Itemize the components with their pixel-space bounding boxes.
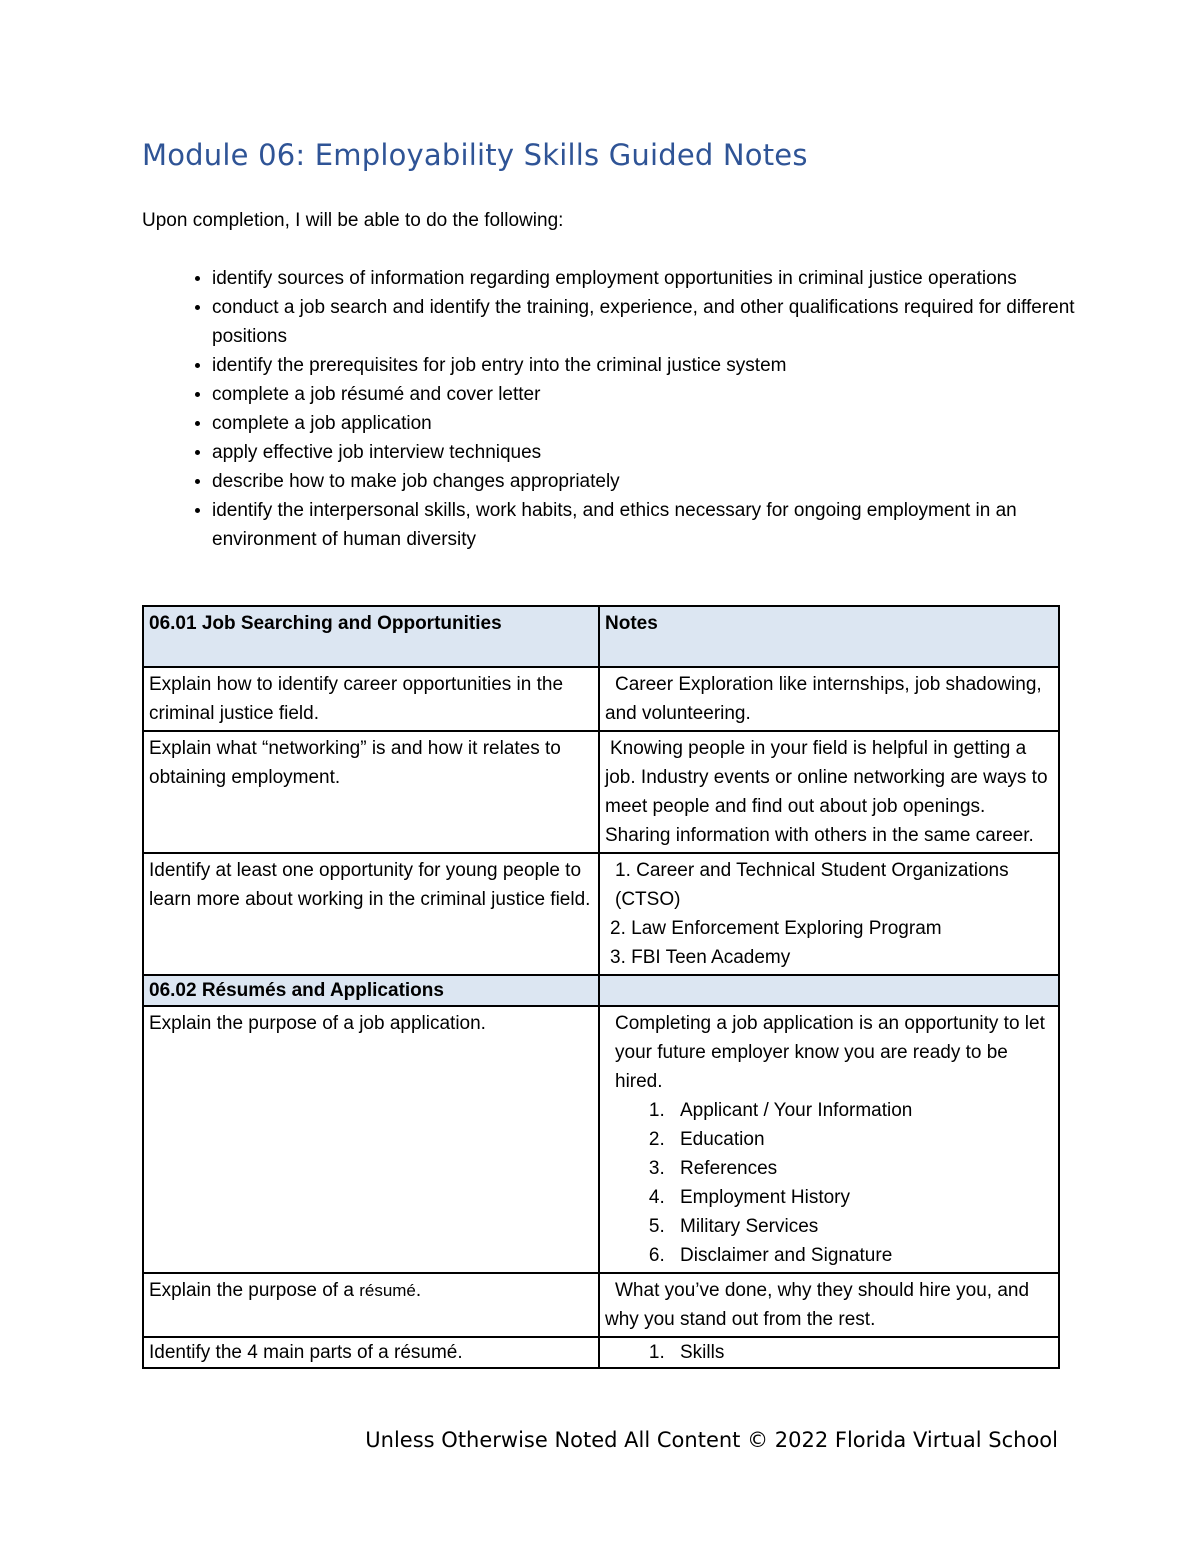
answer-cell[interactable] <box>599 731 1059 853</box>
application-parts-list <box>605 1096 1053 1270</box>
list-item: • describe how to make job changes appropriately <box>212 467 1092 496</box>
list-item: • apply effective job interview techniques <box>212 438 1092 467</box>
section-header-row <box>143 975 1059 1006</box>
table-row <box>143 1273 1059 1337</box>
list-item: 1. Applicant / Your Information <box>670 1096 1053 1125</box>
question-cell: Identify at least one opportunity for young people to learn more about working in the criminal justice field. <box>143 853 599 975</box>
notes-header: Notes <box>599 606 1059 667</box>
answer-cell[interactable] <box>599 1273 1059 1337</box>
answer-cell[interactable] <box>599 1006 1059 1273</box>
intro-text: Upon completion, I will be able to do the following: <box>142 210 564 231</box>
answer-text: Career Exploration like internships, job shadowing, and volunteering. <box>605 674 1042 724</box>
answer-item: 2. Law Enforcement Exploring Program <box>610 918 942 939</box>
answer-cell[interactable] <box>599 1337 1059 1368</box>
answer-text: Knowing people in your field is helpful in getting a job. Industry events or online networking are ways to meet people and find out about job openings. Sharing information with others in the same career. <box>605 738 1048 846</box>
list-item: 3. References <box>670 1154 1053 1183</box>
question-cell: Explain the purpose of a job application. <box>143 1006 599 1273</box>
table-row <box>143 731 1059 853</box>
list-item: 2. Education <box>670 1125 1053 1154</box>
page-title: Module 06: Employability Skills Guided Notes <box>142 138 808 172</box>
list-item: • identify the prerequisites for job entry into the criminal justice system <box>212 351 1092 380</box>
question-cell: Identify the 4 main parts of a résumé. <box>143 1337 599 1368</box>
table-row <box>143 1337 1059 1368</box>
list-item: • conduct a job search and identify the training, experience, and other qualifications required for different positions <box>212 293 1092 351</box>
list-item: • identify sources of information regarding employment opportunities in criminal justice operations <box>212 264 1092 293</box>
question-suffix: . <box>415 1280 422 1301</box>
answer-text: What you’ve done, why they should hire you, and why you stand out from the rest. <box>605 1280 1030 1330</box>
guided-notes-table <box>142 605 1060 1369</box>
answer-cell[interactable] <box>599 853 1059 975</box>
list-item: • complete a job application <box>212 409 1092 438</box>
answer-text: Completing a job application is an opportunity to let your future employer know you are ready to be hired. <box>615 1013 1045 1092</box>
list-item: 4. Employment History <box>670 1183 1053 1212</box>
table-row <box>143 1006 1059 1273</box>
list-item: • complete a job résumé and cover letter <box>212 380 1092 409</box>
question-cell <box>143 1273 599 1337</box>
answer-item: 1. Career and Technical Student Organizations (CTSO) <box>615 860 1009 910</box>
section-title: 06.01 Job Searching and Opportunities <box>143 606 599 667</box>
resume-parts-list <box>605 1338 1053 1367</box>
section-notes-cell <box>599 975 1059 1006</box>
section-header-row <box>143 606 1059 667</box>
table-row <box>143 667 1059 731</box>
objectives-list <box>172 264 1092 554</box>
answer-cell[interactable] <box>599 667 1059 731</box>
question-cell: Explain how to identify career opportunities in the criminal justice field. <box>143 667 599 731</box>
section-title: 06.02 Résumés and Applications <box>143 975 599 1006</box>
list-item: 6. Disclaimer and Signature <box>670 1241 1053 1270</box>
question-cell: Explain what “networking” is and how it relates to obtaining employment. <box>143 731 599 853</box>
footer-copyright: Unless Otherwise Noted All Content © 2022 Florida Virtual School <box>365 1428 1058 1452</box>
question-word: résumé <box>359 1281 416 1300</box>
question-text: Explain the purpose of a <box>149 1280 360 1301</box>
answer-item: 3. FBI Teen Academy <box>610 947 791 968</box>
list-item: 5. Military Services <box>670 1212 1053 1241</box>
table-row <box>143 853 1059 975</box>
list-item: 1. Skills <box>670 1338 1053 1367</box>
list-item: • identify the interpersonal skills, work habits, and ethics necessary for ongoing employment in an environment of human diversity <box>212 496 1092 554</box>
